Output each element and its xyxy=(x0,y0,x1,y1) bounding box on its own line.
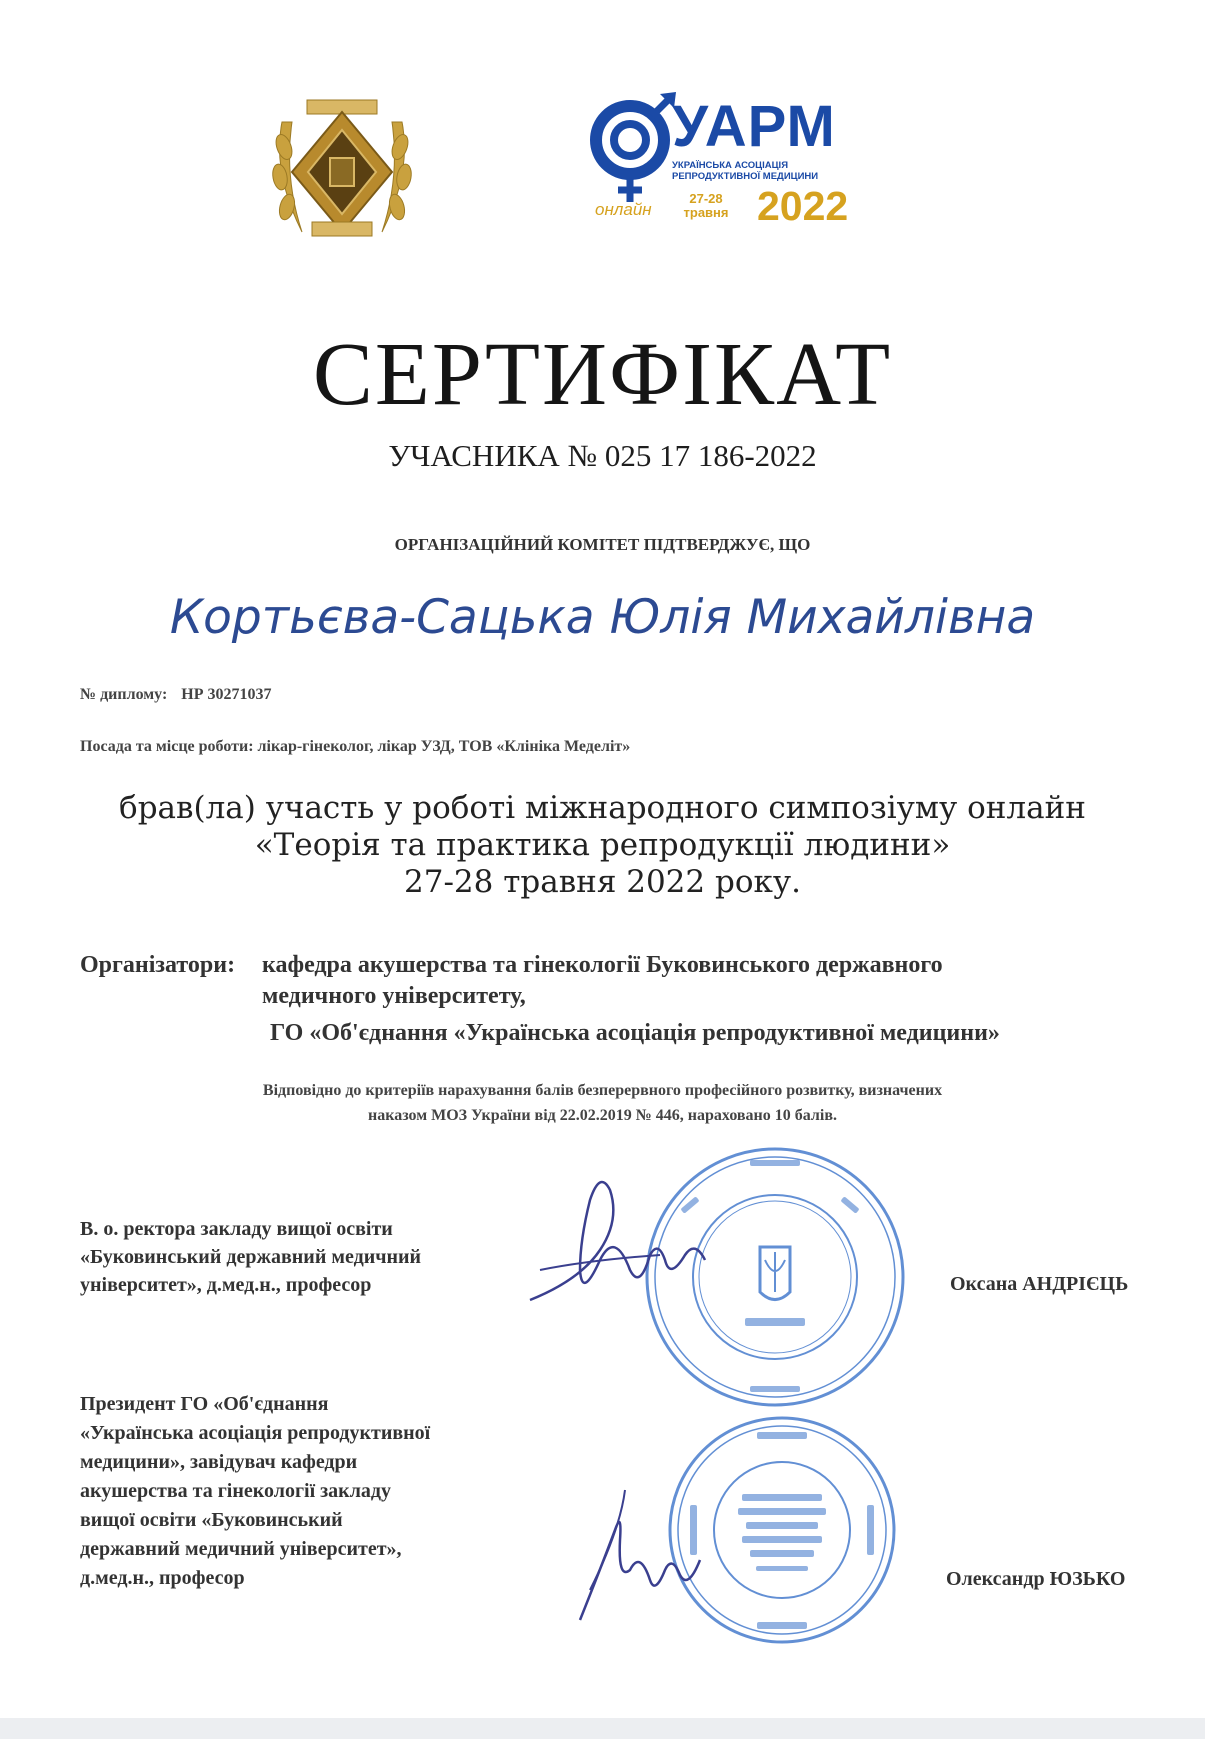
organizers-line-2: медичного університету, xyxy=(262,983,526,1009)
uarm-subtitle: УКРАЇНСЬКА АСОЦІАЦІЯ РЕПРОДУКТИВНОЇ МЕДИЦИНИ xyxy=(672,160,819,182)
uarm-year: 2022 xyxy=(757,183,849,229)
rector-signature-icon xyxy=(520,1160,720,1320)
president-title-line: Президент ГО «Об'єднання xyxy=(80,1393,329,1415)
position-value: лікар-гінеколог, лікар УЗД, ТОВ «Клініка Меделіт» xyxy=(257,738,631,755)
participation-line-1: брав(ла) участь у роботі міжнародного симпозіуму онлайн xyxy=(119,790,1086,826)
uarm-acronym: УАРМ xyxy=(672,94,836,159)
diploma-value: НР 30271037 xyxy=(181,686,272,703)
president-title xyxy=(80,1390,520,1593)
participation-text xyxy=(0,790,1205,901)
president-title-line: вищої освіти «Буковинський xyxy=(80,1509,343,1531)
president-signature-icon xyxy=(560,1470,710,1630)
organizers-line-1: кафедра акушерства та гінекології Буковинського державного xyxy=(262,952,943,978)
position-label: Посада та місце роботи: xyxy=(80,738,254,755)
university-emblem-icon xyxy=(262,92,422,252)
diploma-line xyxy=(80,686,286,704)
symposium-dates: 27-28 травня 2022 року. xyxy=(404,864,801,900)
uarm-online-label: онлайн xyxy=(595,200,652,219)
certificate-number: УЧАСНИКА № 025 17 186-2022 xyxy=(388,438,817,473)
criteria-line-2: наказом МОЗ України від 22.02.2019 № 446, нараховано 10 балів. xyxy=(368,1107,837,1124)
organizers-line-3: ГО «Об'єднання «Українська асоціація репродуктивної медицини» xyxy=(270,1020,1000,1046)
committee-confirm-line: ОРГАНІЗАЦІЙНИЙ КОМІТЕТ ПІДТВЕРДЖУЄ, ЩО xyxy=(394,535,811,554)
rector-title xyxy=(80,1215,520,1299)
uarm-dates xyxy=(680,192,732,220)
rector-title-line: університет», д.мед.н., професор xyxy=(80,1274,372,1296)
certificate-title: СЕРТИФІКАТ xyxy=(312,325,893,424)
president-title-line: державний медичний університет», xyxy=(80,1538,402,1560)
rector-title-line: «Буковинський державний медичний xyxy=(80,1246,422,1268)
uarm-dates-days: 27-28 xyxy=(689,191,723,206)
president-name: Олександр ЮЗЬКО xyxy=(946,1568,1126,1590)
rector-title-line: В. о. ректора закладу вищої освіти xyxy=(80,1218,393,1240)
organizers-label: Організатори: xyxy=(80,952,236,978)
president-title-line: д.мед.н., професор xyxy=(80,1567,245,1589)
criteria-line-1: Відповідно до критеріїв нарахування балів безперервного професійного розвитку, визначених xyxy=(262,1082,943,1099)
president-title-line: «Українська асоціація репродуктивної xyxy=(80,1422,431,1444)
uarm-dates-month: травня xyxy=(683,205,729,220)
position-line xyxy=(80,738,630,756)
symposium-title: «Теорія та практика репродукції людини» xyxy=(254,827,951,863)
participant-name: Кортьєва-Сацька Юлія Михайлівна xyxy=(169,590,1036,645)
president-title-line: акушерства та гінекології закладу xyxy=(80,1480,392,1502)
president-title-line: медицини», завідувач кафедри xyxy=(80,1451,358,1473)
cpd-criteria-text xyxy=(100,1078,1105,1128)
diploma-label: № диплому: xyxy=(80,686,168,703)
rector-name: Оксана АНДРІЄЦЬ xyxy=(950,1273,1129,1295)
